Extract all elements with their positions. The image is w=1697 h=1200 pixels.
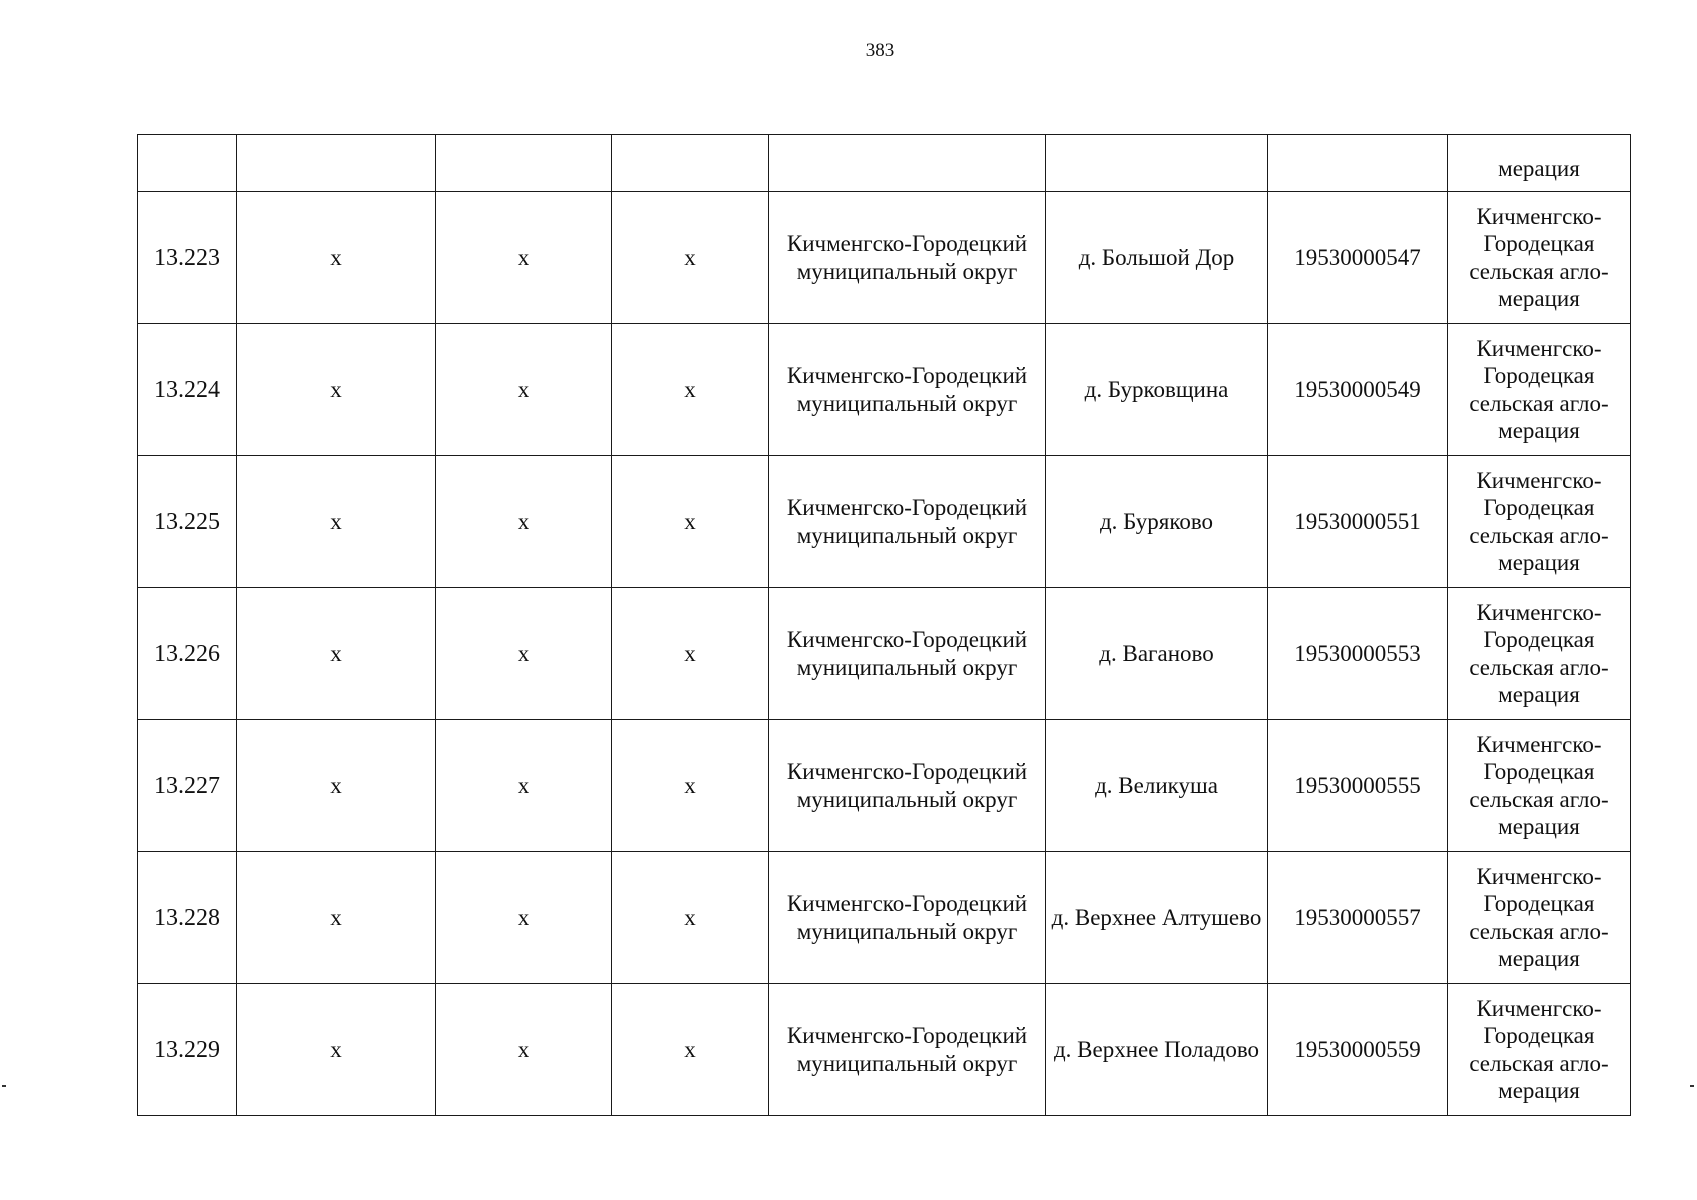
agglomeration-name: Кичменгско-Городецкая сельская агло-мерация — [1448, 588, 1631, 720]
cell-x: х — [237, 852, 436, 984]
cell-x: х — [436, 852, 612, 984]
table-row — [138, 720, 1631, 852]
district-name: Кичменгско-Городецкий муниципальный округ — [769, 192, 1046, 324]
cell-x: х — [436, 192, 612, 324]
oktmo-code: 19530000557 — [1268, 852, 1448, 984]
cell-x: х — [612, 984, 769, 1116]
district-name: Кичменгско-Городецкий муниципальный округ — [769, 588, 1046, 720]
cell-x: х — [436, 984, 612, 1116]
scan-edge-mark — [2, 1085, 6, 1087]
oktmo-code: 19530000547 — [1268, 192, 1448, 324]
table-row — [138, 324, 1631, 456]
row-number: 13.229 — [138, 984, 237, 1116]
row-number: 13.227 — [138, 720, 237, 852]
empty-cell — [237, 135, 436, 192]
oktmo-code: 19530000549 — [1268, 324, 1448, 456]
settlement-name: д. Большой Дор — [1046, 192, 1268, 324]
agglomeration-name: Кичменгско-Городецкая сельская агло-мерация — [1448, 324, 1631, 456]
cell-x: х — [612, 588, 769, 720]
table-row — [138, 456, 1631, 588]
cell-x: х — [612, 852, 769, 984]
table-row — [138, 192, 1631, 324]
cell-x: х — [237, 456, 436, 588]
cell-x: х — [237, 192, 436, 324]
table-row — [138, 984, 1631, 1116]
oktmo-code: 19530000555 — [1268, 720, 1448, 852]
district-name: Кичменгско-Городецкий муниципальный округ — [769, 324, 1046, 456]
agglomeration-name: Кичменгско-Городецкая сельская агло-мерация — [1448, 984, 1631, 1116]
settlement-name: д. Верхнее Поладово — [1046, 984, 1268, 1116]
table-body — [138, 135, 1631, 1116]
table-row — [138, 852, 1631, 984]
cell-x: х — [612, 324, 769, 456]
cell-x: х — [237, 324, 436, 456]
cell-x: х — [612, 456, 769, 588]
oktmo-code: 19530000551 — [1268, 456, 1448, 588]
cell-x: х — [436, 720, 612, 852]
district-name: Кичменгско-Городецкий муниципальный округ — [769, 984, 1046, 1116]
empty-cell — [1046, 135, 1268, 192]
page-number: 383 — [865, 40, 895, 61]
scan-edge-mark — [1690, 1085, 1694, 1087]
cell-x: х — [237, 588, 436, 720]
agglomeration-continuation: мерация — [1448, 135, 1631, 192]
empty-cell — [769, 135, 1046, 192]
agglomeration-name: Кичменгско-Городецкая сельская агло-мерация — [1448, 192, 1631, 324]
district-name: Кичменгско-Городецкий муниципальный округ — [769, 720, 1046, 852]
row-number: 13.223 — [138, 192, 237, 324]
registry-table — [137, 134, 1631, 1116]
cell-x: х — [237, 720, 436, 852]
oktmo-code: 19530000553 — [1268, 588, 1448, 720]
cell-x: х — [436, 456, 612, 588]
row-number: 13.225 — [138, 456, 237, 588]
empty-cell — [1268, 135, 1448, 192]
district-name: Кичменгско-Городецкий муниципальный округ — [769, 456, 1046, 588]
row-number: 13.226 — [138, 588, 237, 720]
table-row — [138, 588, 1631, 720]
settlement-name: д. Верхнее Алтушево — [1046, 852, 1268, 984]
cell-x: х — [436, 324, 612, 456]
settlement-name: д. Бурковщина — [1046, 324, 1268, 456]
settlement-name: д. Великуша — [1046, 720, 1268, 852]
district-name: Кичменгско-Городецкий муниципальный округ — [769, 852, 1046, 984]
cell-x: х — [612, 192, 769, 324]
cell-x: х — [612, 720, 769, 852]
cell-x: х — [237, 984, 436, 1116]
continuation-row — [138, 135, 1631, 192]
empty-cell — [436, 135, 612, 192]
oktmo-code: 19530000559 — [1268, 984, 1448, 1116]
cell-x: х — [436, 588, 612, 720]
empty-cell — [138, 135, 237, 192]
settlement-name: д. Ваганово — [1046, 588, 1268, 720]
agglomeration-name: Кичменгско-Городецкая сельская агло-мерация — [1448, 456, 1631, 588]
empty-cell — [612, 135, 769, 192]
agglomeration-name: Кичменгско-Городецкая сельская агло-мерация — [1448, 720, 1631, 852]
settlement-name: д. Буряково — [1046, 456, 1268, 588]
row-number: 13.224 — [138, 324, 237, 456]
agglomeration-name: Кичменгско-Городецкая сельская агло-мерация — [1448, 852, 1631, 984]
row-number: 13.228 — [138, 852, 237, 984]
